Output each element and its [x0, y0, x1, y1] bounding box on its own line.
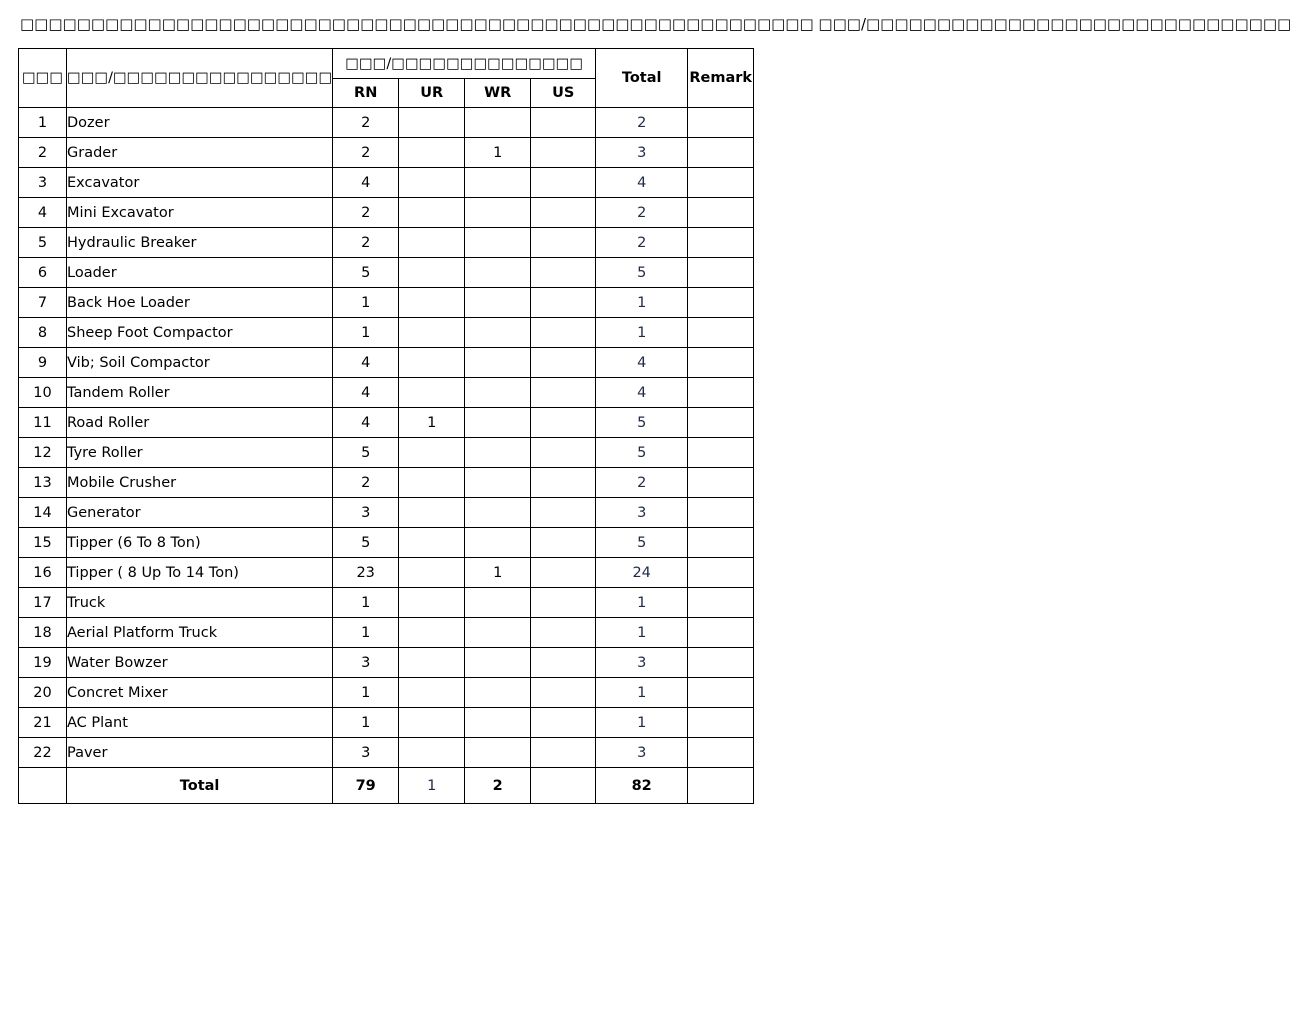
- cell-us: [531, 678, 596, 708]
- cell-rn: 1: [333, 708, 399, 738]
- cell-rn: 1: [333, 588, 399, 618]
- cell-us: [531, 708, 596, 738]
- cell-rn: 2: [333, 198, 399, 228]
- cell-total: 2: [596, 468, 688, 498]
- cell-us: [531, 498, 596, 528]
- cell-us: [531, 138, 596, 168]
- totals-remark: [688, 768, 754, 804]
- cell-equipment-name: Back Hoe Loader: [67, 288, 333, 318]
- cell-equipment-name: Excavator: [67, 168, 333, 198]
- table-row: [19, 438, 754, 468]
- cell-serial-number: 6: [19, 258, 67, 288]
- cell-equipment-name: Paver: [67, 738, 333, 768]
- cell-ur: 1: [399, 408, 465, 438]
- cell-equipment-name: Generator: [67, 498, 333, 528]
- cell-remark: [688, 618, 754, 648]
- cell-serial-number: 14: [19, 498, 67, 528]
- cell-us: [531, 738, 596, 768]
- header-region-group: □□□/□□□□□□□□□□□□□□: [333, 49, 596, 79]
- cell-wr: [465, 228, 531, 258]
- cell-remark: [688, 138, 754, 168]
- cell-ur: [399, 648, 465, 678]
- header-ur: UR: [399, 79, 465, 108]
- cell-ur: [399, 318, 465, 348]
- cell-serial-number: 9: [19, 348, 67, 378]
- cell-rn: 1: [333, 678, 399, 708]
- table-row: [19, 348, 754, 378]
- cell-ur: [399, 108, 465, 138]
- cell-serial-number: 12: [19, 438, 67, 468]
- cell-equipment-name: Tyre Roller: [67, 438, 333, 468]
- cell-remark: [688, 228, 754, 258]
- cell-us: [531, 438, 596, 468]
- cell-total: 4: [596, 378, 688, 408]
- cell-ur: [399, 168, 465, 198]
- cell-total: 2: [596, 108, 688, 138]
- cell-wr: [465, 498, 531, 528]
- cell-total: 1: [596, 288, 688, 318]
- cell-wr: 1: [465, 558, 531, 588]
- cell-rn: 3: [333, 648, 399, 678]
- table-row: [19, 468, 754, 498]
- table-row: [19, 738, 754, 768]
- cell-total: 5: [596, 528, 688, 558]
- table-row: [19, 618, 754, 648]
- cell-ur: [399, 528, 465, 558]
- cell-ur: [399, 378, 465, 408]
- cell-serial-number: 2: [19, 138, 67, 168]
- cell-ur: [399, 438, 465, 468]
- cell-serial-number: 21: [19, 708, 67, 738]
- table-row: [19, 678, 754, 708]
- document-title: □□□□□□□□□□□□□□□□□□□□□□□□□□□□□□□□□□□□□□□□□□□□□□□□□□□□□□□□ □□□/□□□□□□□□□□□□□□□□□□□□□□□□□□□□□□: [20, 15, 1291, 33]
- cell-equipment-name: Aerial Platform Truck: [67, 618, 333, 648]
- cell-us: [531, 378, 596, 408]
- cell-wr: [465, 378, 531, 408]
- cell-wr: [465, 648, 531, 678]
- cell-wr: [465, 528, 531, 558]
- cell-equipment-name: Road Roller: [67, 408, 333, 438]
- cell-remark: [688, 168, 754, 198]
- cell-serial-number: 10: [19, 378, 67, 408]
- header-rn: RN: [333, 79, 399, 108]
- cell-total: 5: [596, 408, 688, 438]
- cell-total: 1: [596, 618, 688, 648]
- cell-us: [531, 468, 596, 498]
- cell-ur: [399, 138, 465, 168]
- cell-ur: [399, 468, 465, 498]
- cell-equipment-name: Tandem Roller: [67, 378, 333, 408]
- totals-wr: 2: [465, 768, 531, 804]
- cell-remark: [688, 258, 754, 288]
- cell-rn: 2: [333, 228, 399, 258]
- cell-remark: [688, 378, 754, 408]
- cell-wr: [465, 348, 531, 378]
- cell-wr: [465, 108, 531, 138]
- cell-rn: 1: [333, 318, 399, 348]
- table-row: [19, 408, 754, 438]
- cell-remark: [688, 318, 754, 348]
- cell-rn: 2: [333, 108, 399, 138]
- cell-remark: [688, 498, 754, 528]
- table-row: [19, 168, 754, 198]
- table-body: [19, 108, 754, 804]
- cell-us: [531, 198, 596, 228]
- cell-us: [531, 318, 596, 348]
- cell-remark: [688, 198, 754, 228]
- cell-equipment-name: Mobile Crusher: [67, 468, 333, 498]
- table-row: [19, 228, 754, 258]
- totals-us: [531, 768, 596, 804]
- cell-equipment-name: Grader: [67, 138, 333, 168]
- cell-serial-number: 16: [19, 558, 67, 588]
- table-row: [19, 318, 754, 348]
- cell-rn: 5: [333, 258, 399, 288]
- cell-us: [531, 588, 596, 618]
- cell-wr: [465, 438, 531, 468]
- header-wr: WR: [465, 79, 531, 108]
- cell-equipment-name: AC Plant: [67, 708, 333, 738]
- cell-rn: 5: [333, 528, 399, 558]
- cell-rn: 2: [333, 138, 399, 168]
- cell-wr: [465, 258, 531, 288]
- equipment-table: [18, 48, 754, 804]
- cell-total: 2: [596, 228, 688, 258]
- cell-serial-number: 8: [19, 318, 67, 348]
- cell-serial-number: 4: [19, 198, 67, 228]
- cell-serial-number: 19: [19, 648, 67, 678]
- cell-wr: [465, 198, 531, 228]
- totals-empty-cell: [19, 768, 67, 804]
- cell-ur: [399, 288, 465, 318]
- cell-us: [531, 168, 596, 198]
- cell-us: [531, 648, 596, 678]
- totals-label: Total: [67, 768, 333, 804]
- cell-remark: [688, 528, 754, 558]
- cell-serial-number: 18: [19, 618, 67, 648]
- cell-remark: [688, 738, 754, 768]
- cell-total: 3: [596, 648, 688, 678]
- cell-rn: 1: [333, 288, 399, 318]
- cell-wr: [465, 168, 531, 198]
- table-row: [19, 198, 754, 228]
- cell-total: 24: [596, 558, 688, 588]
- cell-rn: 3: [333, 738, 399, 768]
- cell-equipment-name: Vib; Soil Compactor: [67, 348, 333, 378]
- table-row: [19, 588, 754, 618]
- cell-serial-number: 17: [19, 588, 67, 618]
- cell-rn: 23: [333, 558, 399, 588]
- cell-ur: [399, 618, 465, 648]
- cell-ur: [399, 558, 465, 588]
- header-serial-number: □□□: [19, 49, 67, 108]
- table-row: [19, 258, 754, 288]
- cell-wr: [465, 618, 531, 648]
- cell-equipment-name: Hydraulic Breaker: [67, 228, 333, 258]
- cell-rn: 4: [333, 168, 399, 198]
- cell-total: 1: [596, 678, 688, 708]
- cell-ur: [399, 738, 465, 768]
- cell-remark: [688, 588, 754, 618]
- cell-us: [531, 288, 596, 318]
- cell-equipment-name: Dozer: [67, 108, 333, 138]
- cell-remark: [688, 648, 754, 678]
- cell-wr: [465, 318, 531, 348]
- cell-ur: [399, 258, 465, 288]
- cell-total: 3: [596, 138, 688, 168]
- cell-rn: 2: [333, 468, 399, 498]
- cell-remark: [688, 708, 754, 738]
- cell-wr: [465, 288, 531, 318]
- cell-equipment-name: Tipper ( 8 Up To 14 Ton): [67, 558, 333, 588]
- cell-wr: 1: [465, 138, 531, 168]
- cell-us: [531, 348, 596, 378]
- header-equipment-name: □□□/□□□□□□□□□□□□□□□□: [67, 49, 333, 108]
- cell-serial-number: 3: [19, 168, 67, 198]
- cell-ur: [399, 708, 465, 738]
- header-us: US: [531, 79, 596, 108]
- cell-equipment-name: Mini Excavator: [67, 198, 333, 228]
- cell-remark: [688, 678, 754, 708]
- totals-grand-total: 82: [596, 768, 688, 804]
- cell-equipment-name: Truck: [67, 588, 333, 618]
- cell-serial-number: 11: [19, 408, 67, 438]
- cell-us: [531, 408, 596, 438]
- cell-ur: [399, 678, 465, 708]
- cell-rn: 4: [333, 378, 399, 408]
- header-remark: Remark: [688, 49, 754, 108]
- cell-equipment-name: Loader: [67, 258, 333, 288]
- cell-wr: [465, 678, 531, 708]
- table-row: [19, 378, 754, 408]
- cell-serial-number: 22: [19, 738, 67, 768]
- totals-row: [19, 768, 754, 804]
- cell-total: 1: [596, 318, 688, 348]
- cell-total: 4: [596, 348, 688, 378]
- cell-total: 1: [596, 588, 688, 618]
- cell-rn: 4: [333, 348, 399, 378]
- header-total: Total: [596, 49, 688, 108]
- cell-wr: [465, 408, 531, 438]
- cell-rn: 3: [333, 498, 399, 528]
- cell-ur: [399, 198, 465, 228]
- cell-serial-number: 20: [19, 678, 67, 708]
- cell-us: [531, 528, 596, 558]
- cell-total: 5: [596, 438, 688, 468]
- cell-wr: [465, 738, 531, 768]
- cell-wr: [465, 468, 531, 498]
- cell-total: 3: [596, 738, 688, 768]
- cell-total: 3: [596, 498, 688, 528]
- cell-serial-number: 7: [19, 288, 67, 318]
- cell-serial-number: 1: [19, 108, 67, 138]
- cell-serial-number: 13: [19, 468, 67, 498]
- cell-wr: [465, 588, 531, 618]
- cell-us: [531, 618, 596, 648]
- table-row: [19, 108, 754, 138]
- cell-ur: [399, 588, 465, 618]
- cell-total: 2: [596, 198, 688, 228]
- cell-wr: [465, 708, 531, 738]
- cell-us: [531, 258, 596, 288]
- table-row: [19, 648, 754, 678]
- totals-rn: 79: [333, 768, 399, 804]
- cell-remark: [688, 348, 754, 378]
- table-row: [19, 528, 754, 558]
- cell-us: [531, 558, 596, 588]
- cell-ur: [399, 228, 465, 258]
- totals-ur: 1: [399, 768, 465, 804]
- cell-us: [531, 108, 596, 138]
- cell-remark: [688, 108, 754, 138]
- cell-rn: 4: [333, 408, 399, 438]
- cell-remark: [688, 288, 754, 318]
- cell-remark: [688, 408, 754, 438]
- cell-equipment-name: Water Bowzer: [67, 648, 333, 678]
- cell-rn: 1: [333, 618, 399, 648]
- cell-total: 4: [596, 168, 688, 198]
- cell-ur: [399, 498, 465, 528]
- table-row: [19, 558, 754, 588]
- cell-rn: 5: [333, 438, 399, 468]
- cell-remark: [688, 438, 754, 468]
- cell-remark: [688, 558, 754, 588]
- table-row: [19, 288, 754, 318]
- cell-total: 1: [596, 708, 688, 738]
- table-row: [19, 138, 754, 168]
- cell-equipment-name: Tipper (6 To 8 Ton): [67, 528, 333, 558]
- cell-ur: [399, 348, 465, 378]
- cell-equipment-name: Concret Mixer: [67, 678, 333, 708]
- cell-total: 5: [596, 258, 688, 288]
- cell-remark: [688, 468, 754, 498]
- cell-serial-number: 15: [19, 528, 67, 558]
- table-row: [19, 498, 754, 528]
- cell-serial-number: 5: [19, 228, 67, 258]
- cell-us: [531, 228, 596, 258]
- table-row: [19, 708, 754, 738]
- cell-equipment-name: Sheep Foot Compactor: [67, 318, 333, 348]
